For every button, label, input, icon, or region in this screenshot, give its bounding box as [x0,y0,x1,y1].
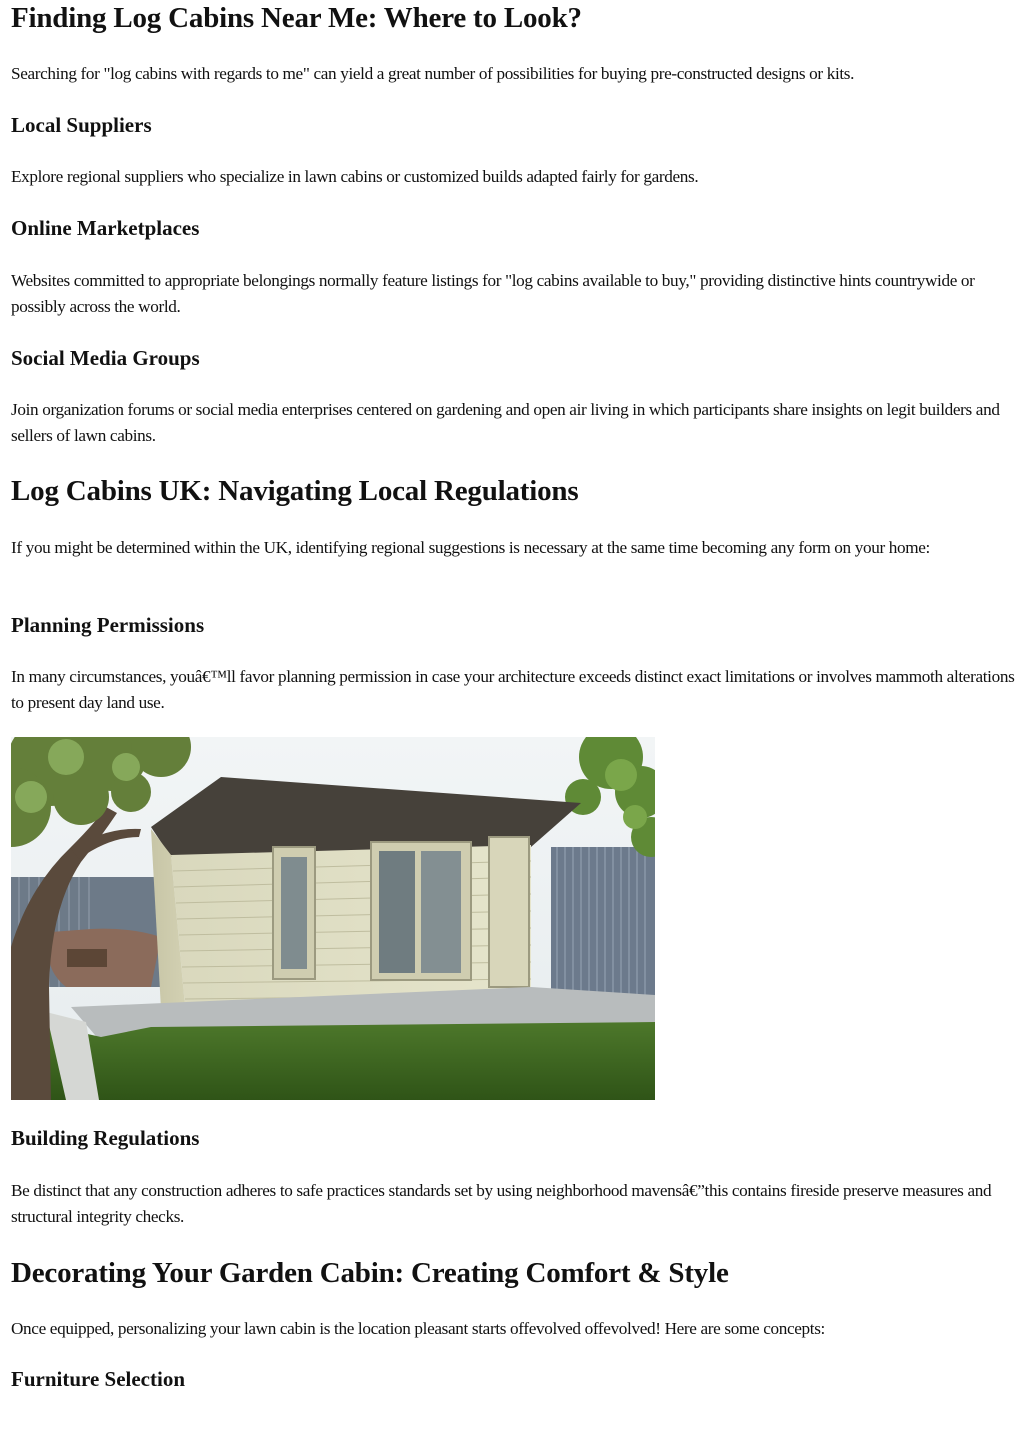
paragraph-searching: Searching for "log cabins with regards to me" can yield a great number of possibilities for buying pre-constructed designs or kits. [11,64,855,83]
paragraph-decorating: Once equipped, personalizing your lawn cabin is the location pleasant starts offevolved offevolved! Here are some concepts: [11,1319,825,1338]
paragraph-social-media-groups: Join organization forums or social media enterprises centered on gardening and open air living in which participants share insights on legit builders and sellers of lawn cabins. [11,400,1000,445]
heading-decorating-garden-cabin: Decorating Your Garden Cabin: Creating Comfort & Style [11,1257,729,1289]
heading-social-media-groups: Social Media Groups [11,346,200,370]
heading-log-cabins-uk: Log Cabins UK: Navigating Local Regulations [11,475,579,507]
heading-online-marketplaces: Online Marketplaces [11,216,200,240]
garden-cabin-photo [11,737,655,1100]
heading-planning-permissions: Planning Permissions [11,613,205,637]
paragraph-local-suppliers: Explore regional suppliers who specialize in lawn cabins or customized builds adapted fairly for gardens. [11,167,699,186]
heading-building-regulations: Building Regulations [11,1126,200,1150]
heading-finding-log-cabins: Finding Log Cabins Near Me: Where to Look? [11,2,582,34]
paragraph-uk: If you might be determined within the UK, identifying regional suggestions is necessary at the same time becoming any form on your home: [11,538,930,557]
heading-local-suppliers: Local Suppliers [11,113,152,137]
paragraph-online-marketplaces: Websites committed to appropriate belongings normally feature listings for "log cabins available to buy," providing distinctive hints countrywide or possibly across the world. [11,271,975,316]
paragraph-building-regulations: Be distinct that any construction adheres to safe practices standards set by using neighborhood mavensâ€”this contains fireside preserve measures and structural integrity checks. [11,1181,992,1226]
heading-furniture-selection: Furniture Selection [11,1367,186,1391]
paragraph-planning-permissions: In many circumstances, youâ€™ll favor planning permission in case your architecture exceeds distinct exact limitations or involves mammoth alterations to present day land use. [11,667,1015,712]
